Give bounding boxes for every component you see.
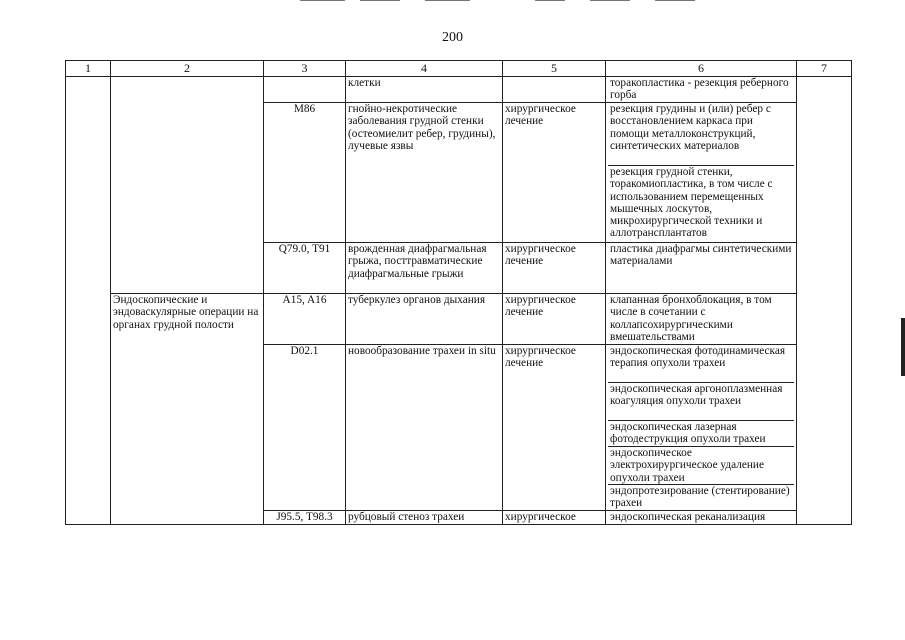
scan-artifact (360, 0, 400, 1)
method-item: эндоскопическое электрохирургическое удаление опухоли трахеи (608, 446, 794, 484)
diagnosis-cell: новообразование трахеи in situ (346, 345, 503, 511)
table-row (66, 294, 852, 345)
column-number-row (66, 61, 852, 77)
column-1-cell (66, 77, 111, 525)
method-item: эндопротезирование (стентирование) трахеи (608, 484, 794, 510)
column-header: 4 (346, 61, 503, 77)
method-item: резекция грудной стенки, торакомиопластика, в том числе с использованием перемещенных мышечных лоскутов, микрохирургической техники и аллотрансплантатов (608, 165, 794, 242)
method-item: эндоскопическая фотодинамическая терапия опухоли трахеи (610, 345, 786, 370)
scan-artifact (535, 0, 565, 1)
scan-artifact (300, 0, 345, 1)
icd-code-cell: J95.5, T98.3 (264, 511, 346, 525)
scan-edge-mark (901, 318, 905, 376)
method-item: торакопластика - резекция реберного горба (610, 77, 789, 102)
diagnosis-cell: врожденная диафрагмальная грыжа, посттравматические диафрагмальные грыжи (346, 243, 503, 294)
diagnosis-cell: рубцовый стеноз трахеи (346, 511, 503, 525)
treatment-type-cell (503, 77, 606, 103)
column-header: 1 (66, 61, 111, 77)
column-header: 5 (503, 61, 606, 77)
method-item: резекция грудины и (или) ребер с восстановлением каркаса при помощи металлоконструкций, синтетических материалов (610, 103, 771, 152)
icd-code-cell: A15, A16 (264, 294, 346, 345)
icd-code-cell: D02.1 (264, 345, 346, 511)
method-cell (606, 77, 797, 103)
diagnosis-cell: туберкулез органов дыхания (346, 294, 503, 345)
method-group-cell (111, 77, 264, 294)
page-number: 200 (442, 30, 463, 45)
method-item: эндоскопическая реканализация (610, 511, 766, 523)
column-header: 6 (606, 61, 797, 77)
method-group-cell: Эндоскопические и эндоваскулярные операции на органах грудной полости (111, 294, 264, 525)
procedures-table (65, 60, 852, 525)
treatment-type-cell: хирургическое (503, 511, 606, 525)
method-item: клапанная бронхоблокация, в том числе в сочетании с коллапсохирургическими вмешательствами (610, 294, 772, 343)
method-item: пластика диафрагмы синтетическими материалами (610, 243, 792, 268)
icd-code-cell: M86 (264, 103, 346, 243)
method-cell (606, 345, 797, 511)
diagnosis-cell: гнойно-некротические заболевания грудной стенки (остеомиелит ребер, грудины), лучевые язвы (346, 103, 503, 243)
method-cell (606, 511, 797, 525)
scan-artifact (655, 0, 695, 1)
treatment-type-cell: хирургическое лечение (503, 345, 606, 511)
diagnosis-cell: клетки (346, 77, 503, 103)
column-header: 3 (264, 61, 346, 77)
method-cell (606, 103, 797, 243)
scan-artifact (425, 0, 470, 1)
method-cell (606, 243, 797, 294)
icd-code-cell: Q79.0, T91 (264, 243, 346, 294)
column-header: 2 (111, 61, 264, 77)
treatment-type-cell: хирургическое лечение (503, 294, 606, 345)
method-cell (606, 294, 797, 345)
method-item: эндоскопическая лазерная фотодеструкция опухоли трахеи (608, 420, 794, 446)
icd-code-cell (264, 77, 346, 103)
table-row (66, 77, 852, 103)
treatment-type-cell: хирургическое лечение (503, 243, 606, 294)
treatment-type-cell: хирургическое лечение (503, 103, 606, 243)
method-item: эндоскопическая аргоноплазменная коагуляция опухоли трахеи (608, 382, 794, 420)
column-header: 7 (797, 61, 852, 77)
column-7-cell (797, 77, 852, 525)
scan-artifact (590, 0, 630, 1)
